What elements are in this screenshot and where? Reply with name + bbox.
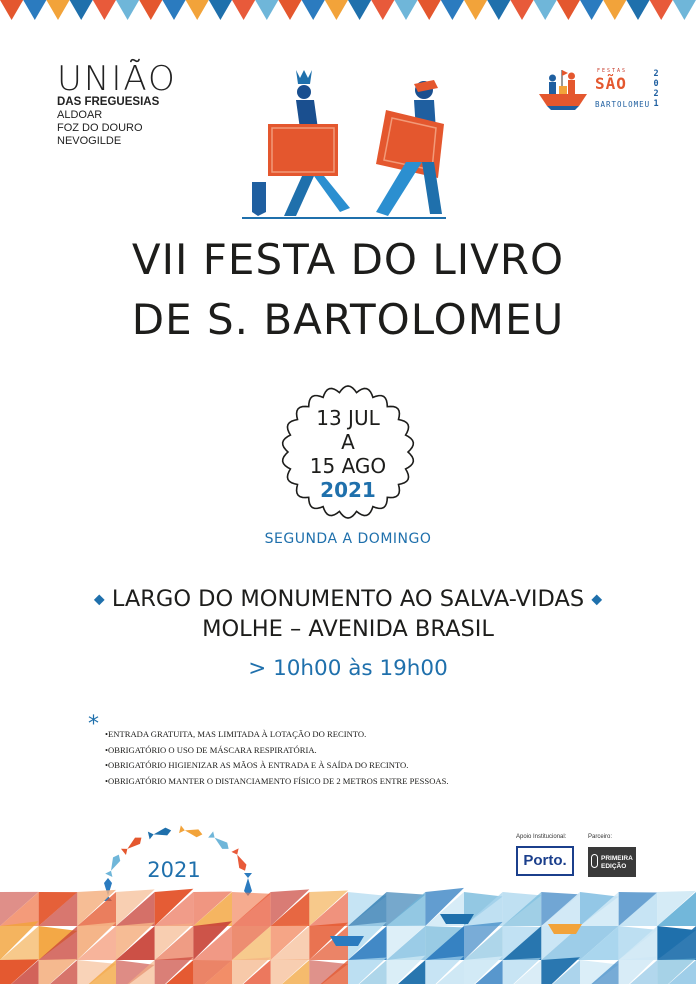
bunting-flag — [673, 0, 696, 20]
fish-icon — [179, 825, 203, 838]
bunting-flag — [371, 0, 394, 20]
fish-icon — [148, 826, 172, 839]
logo-sao-label: SÃO — [595, 74, 627, 93]
logo-line-nevogilde: NEVOGILDE — [57, 135, 122, 147]
logo-line-aldoar: ALDOAR — [57, 109, 103, 121]
event-title-line1: VII FESTA DO LIVRO — [131, 235, 565, 284]
bunting-flag — [603, 0, 626, 20]
uniao-freguesias-logo — [57, 59, 197, 148]
bunting-flag — [464, 0, 487, 20]
logo-bartolomeu-label: BARTOLOMEU — [595, 100, 651, 109]
year-digit: 0 — [653, 79, 659, 89]
boat-figures-icon — [535, 68, 591, 112]
footer-year: 2021 — [147, 858, 201, 882]
bunting-flag — [626, 0, 649, 20]
bunting-flag — [418, 0, 441, 20]
bunting-flag — [302, 0, 325, 20]
uniao-wordmark: UNIÃO — [57, 59, 177, 99]
bunting-flag — [650, 0, 673, 20]
opening-days: SEGUNDA A DOMINGO — [264, 531, 432, 547]
logo-year-vertical — [652, 69, 660, 109]
location-line1 — [0, 584, 696, 615]
partner-label: Parceiro: — [588, 834, 613, 840]
partner-logo-line1: PRIMEIRA — [601, 855, 633, 862]
logo-line-foz: FOZ DO DOURO — [57, 122, 143, 134]
bunting-flag — [232, 0, 255, 20]
year-digit: 1 — [653, 99, 659, 109]
list-item: • OBRIGATÓRIO HIGIENIZAR AS MÃOS À ENTRADA E À SAÍDA DO RECINTO. — [105, 758, 449, 774]
location-line2: MOLHE – AVENIDA BRASIL — [202, 616, 494, 642]
bunting-flag — [325, 0, 348, 20]
readers-carrying-books-illustration — [238, 66, 448, 222]
date-connector: A — [341, 430, 355, 454]
year-digit: 2 — [653, 89, 659, 99]
bunting-flag — [278, 0, 301, 20]
low-poly-sea-decoration — [0, 884, 696, 984]
logo-line-freguesias: DAS FREGUESIAS — [57, 96, 160, 108]
bunting-flag — [23, 0, 46, 20]
fish-icon — [105, 853, 122, 877]
bunting-flag — [186, 0, 209, 20]
bunting-flag — [162, 0, 185, 20]
diamond-bullet-icon: ◆ — [591, 591, 603, 608]
bunting-flag — [139, 0, 162, 20]
bunting-flag — [0, 0, 23, 20]
year-digit: 2 — [653, 69, 659, 79]
bunting-flag — [580, 0, 603, 20]
diamond-bullet-icon: ◆ — [93, 591, 105, 608]
bunting-flag — [348, 0, 371, 20]
hours-text: 10h00 às 19h00 — [273, 656, 448, 681]
fish-icon — [208, 831, 231, 852]
fish-icon — [121, 834, 144, 855]
bunting-flag — [394, 0, 417, 20]
opening-hours — [0, 653, 696, 685]
date-seal-text — [278, 406, 418, 502]
list-item: • OBRIGATÓRIO MANTER O DISTANCIAMENTO FÍSICO DE 2 METROS ENTRE PESSOAS. — [105, 774, 449, 790]
bunting-flag — [209, 0, 232, 20]
start-date: 13 JUL — [316, 406, 380, 430]
festas-sao-bartolomeu-logo — [535, 68, 665, 112]
health-rules-list — [105, 727, 449, 789]
bunting-flag — [534, 0, 557, 20]
bunting-flag — [557, 0, 580, 20]
fish-icon — [231, 848, 248, 872]
bunting-flag — [487, 0, 510, 20]
paper-boat-icon — [330, 936, 364, 946]
bunting-flag — [46, 0, 69, 20]
list-item: • OBRIGATÓRIO O USO DE MÁSCARA RESPIRATÓRIA. — [105, 743, 449, 759]
porto-logo: Porto. — [516, 846, 574, 876]
partner-logo-line2: EDIÇÃO — [601, 863, 627, 870]
end-date: 15 AGO — [309, 454, 387, 478]
bunting-flag — [510, 0, 533, 20]
bunting-flag — [70, 0, 93, 20]
event-year: 2021 — [320, 478, 376, 502]
bunting-decoration — [0, 0, 696, 24]
bunting-flag — [255, 0, 278, 20]
event-title-line2: DE S. BARTOLOMEU — [131, 295, 565, 344]
list-item: • ENTRADA GRATUITA, MAS LIMITADA À LOTAÇÃO DO RECINTO. — [105, 727, 449, 743]
paperclip-icon — [591, 854, 598, 868]
bunting-flag — [93, 0, 116, 20]
primeira-edicao-logo — [588, 847, 636, 877]
logo-festas-label: FESTAS — [597, 68, 628, 74]
chevron-right-icon: > — [248, 656, 267, 681]
asterisk-icon: * — [88, 712, 99, 737]
support-label: Apoio Institucional: — [516, 834, 567, 840]
paper-boat-icon — [440, 914, 474, 924]
location-name: LARGO DO MONUMENTO AO SALVA-VIDAS — [111, 586, 585, 612]
bunting-flag — [441, 0, 464, 20]
bunting-flag — [116, 0, 139, 20]
